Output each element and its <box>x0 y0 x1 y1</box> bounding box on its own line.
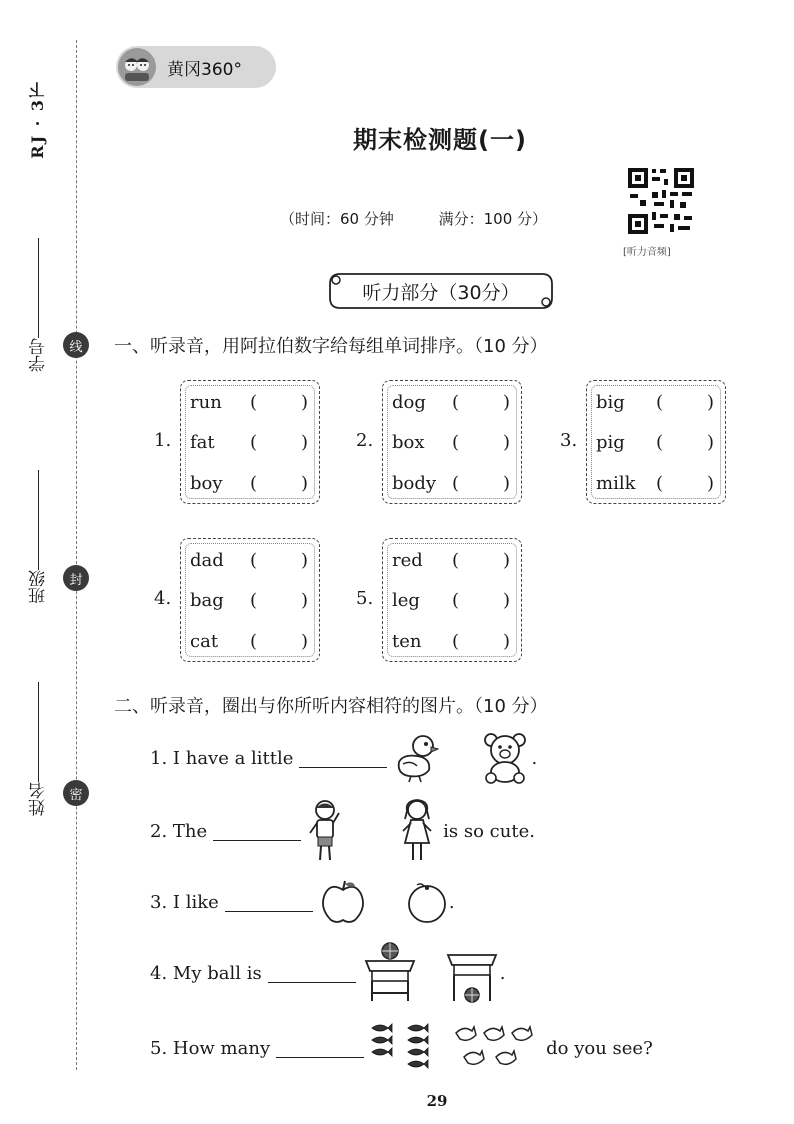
word-row: leg ( ) <box>392 590 510 611</box>
listening-section-banner <box>326 270 556 312</box>
part1-heading: 一、听录音，用阿拉伯数字给每组单词排序。（10 分） <box>114 336 548 357</box>
order-blank[interactable]: ( ) <box>452 432 510 453</box>
order-blank[interactable]: ( ) <box>452 631 510 652</box>
word-row: milk ( ) <box>596 473 714 494</box>
word-row: box ( ) <box>392 432 510 453</box>
word-row: cat ( ) <box>190 631 308 652</box>
order-blank[interactable]: ( ) <box>250 432 308 453</box>
word-group-4 <box>154 538 320 662</box>
word-group-5 <box>356 538 522 662</box>
word-row: bag ( ) <box>190 590 308 611</box>
word-row: dog ( ) <box>392 392 510 413</box>
order-blank[interactable]: ( ) <box>656 392 714 413</box>
answer-blank[interactable] <box>299 749 387 768</box>
sentence-4: 4. My ball is . <box>150 940 505 1006</box>
group-number: 4. <box>154 588 172 609</box>
ball-on-desk-icon[interactable] <box>362 941 418 1005</box>
seal-mark-seal: 封 <box>63 565 89 591</box>
bird-group-icon[interactable] <box>454 1023 538 1073</box>
student-number-field <box>26 238 51 372</box>
sentence-5: 5. How many do you see? <box>150 1020 653 1076</box>
binding-dashed-line <box>76 40 77 1070</box>
word-row: run ( ) <box>190 392 308 413</box>
student-number-blank[interactable] <box>38 238 39 338</box>
order-blank[interactable]: ( ) <box>250 631 308 652</box>
duck-icon[interactable] <box>393 732 439 784</box>
word-group-3 <box>560 380 726 504</box>
part2-heading: 二、听录音，圈出与你所听内容相符的图片。（10 分） <box>114 696 548 717</box>
exam-time: （时间：60 分钟 <box>280 210 394 228</box>
class-field <box>26 470 51 604</box>
girl-icon[interactable] <box>399 799 435 863</box>
group-number: 2. <box>356 430 374 451</box>
name-blank[interactable] <box>38 682 39 782</box>
page-title: 期末检测题(一) <box>353 126 527 154</box>
group-number: 5. <box>356 588 374 609</box>
seal-mark-secret: 密 <box>63 780 89 806</box>
qr-label: [听力音频] <box>623 247 671 258</box>
boy-icon[interactable] <box>307 799 343 863</box>
answer-blank[interactable] <box>225 893 313 912</box>
group-number: 1. <box>154 430 172 451</box>
student-number-label: 学号 <box>29 338 49 372</box>
teddy-bear-icon[interactable] <box>479 732 531 784</box>
order-blank[interactable]: ( ) <box>250 473 308 494</box>
word-row: red ( ) <box>392 550 510 571</box>
group-number: 3. <box>560 430 578 451</box>
apple-icon[interactable] <box>319 878 367 926</box>
word-row: body ( ) <box>392 473 510 494</box>
order-blank[interactable]: ( ) <box>656 432 714 453</box>
word-row: dad ( ) <box>190 550 308 571</box>
word-row: ten ( ) <box>392 631 510 652</box>
order-blank[interactable]: ( ) <box>452 550 510 571</box>
sentence-1: 1. I have a little . <box>150 730 537 786</box>
exam-score: 满分：100 分） <box>438 210 548 228</box>
word-row: pig ( ) <box>596 432 714 453</box>
word-row: boy ( ) <box>190 473 308 494</box>
class-label: 班级 <box>29 570 49 604</box>
class-blank[interactable] <box>38 470 39 570</box>
page-number: 29 <box>426 1092 448 1110</box>
order-blank[interactable]: ( ) <box>656 473 714 494</box>
answer-blank[interactable] <box>276 1039 364 1058</box>
seal-mark-line: 线 <box>63 332 89 358</box>
brand-name: 黄冈360° <box>167 59 242 80</box>
orange-icon[interactable] <box>405 880 449 924</box>
word-row: fat ( ) <box>190 432 308 453</box>
order-blank[interactable]: ( ) <box>250 392 308 413</box>
exam-info <box>280 208 587 229</box>
brand-logo-icon <box>117 47 157 87</box>
answer-blank[interactable] <box>213 822 301 841</box>
order-blank[interactable]: ( ) <box>452 473 510 494</box>
brand-pill <box>116 46 276 88</box>
word-group-1 <box>154 380 320 504</box>
order-blank[interactable]: ( ) <box>250 550 308 571</box>
sentence-2: 2. The is so cute. <box>150 798 535 864</box>
word-row: big ( ) <box>596 392 714 413</box>
qr-code-icon[interactable] <box>626 166 696 236</box>
order-blank[interactable]: ( ) <box>250 590 308 611</box>
order-blank[interactable]: ( ) <box>452 590 510 611</box>
series-code: RJ · 3下 <box>28 80 47 159</box>
name-field <box>26 682 51 816</box>
name-label: 姓名 <box>29 782 49 816</box>
answer-blank[interactable] <box>268 964 356 983</box>
order-blank[interactable]: ( ) <box>452 392 510 413</box>
word-group-2 <box>356 380 522 504</box>
section-banner-text: 听力部分（30分） <box>362 281 520 304</box>
fish-group-icon[interactable] <box>370 1022 432 1074</box>
ball-under-desk-icon[interactable] <box>444 941 500 1005</box>
sentence-3: 3. I like . <box>150 876 455 928</box>
